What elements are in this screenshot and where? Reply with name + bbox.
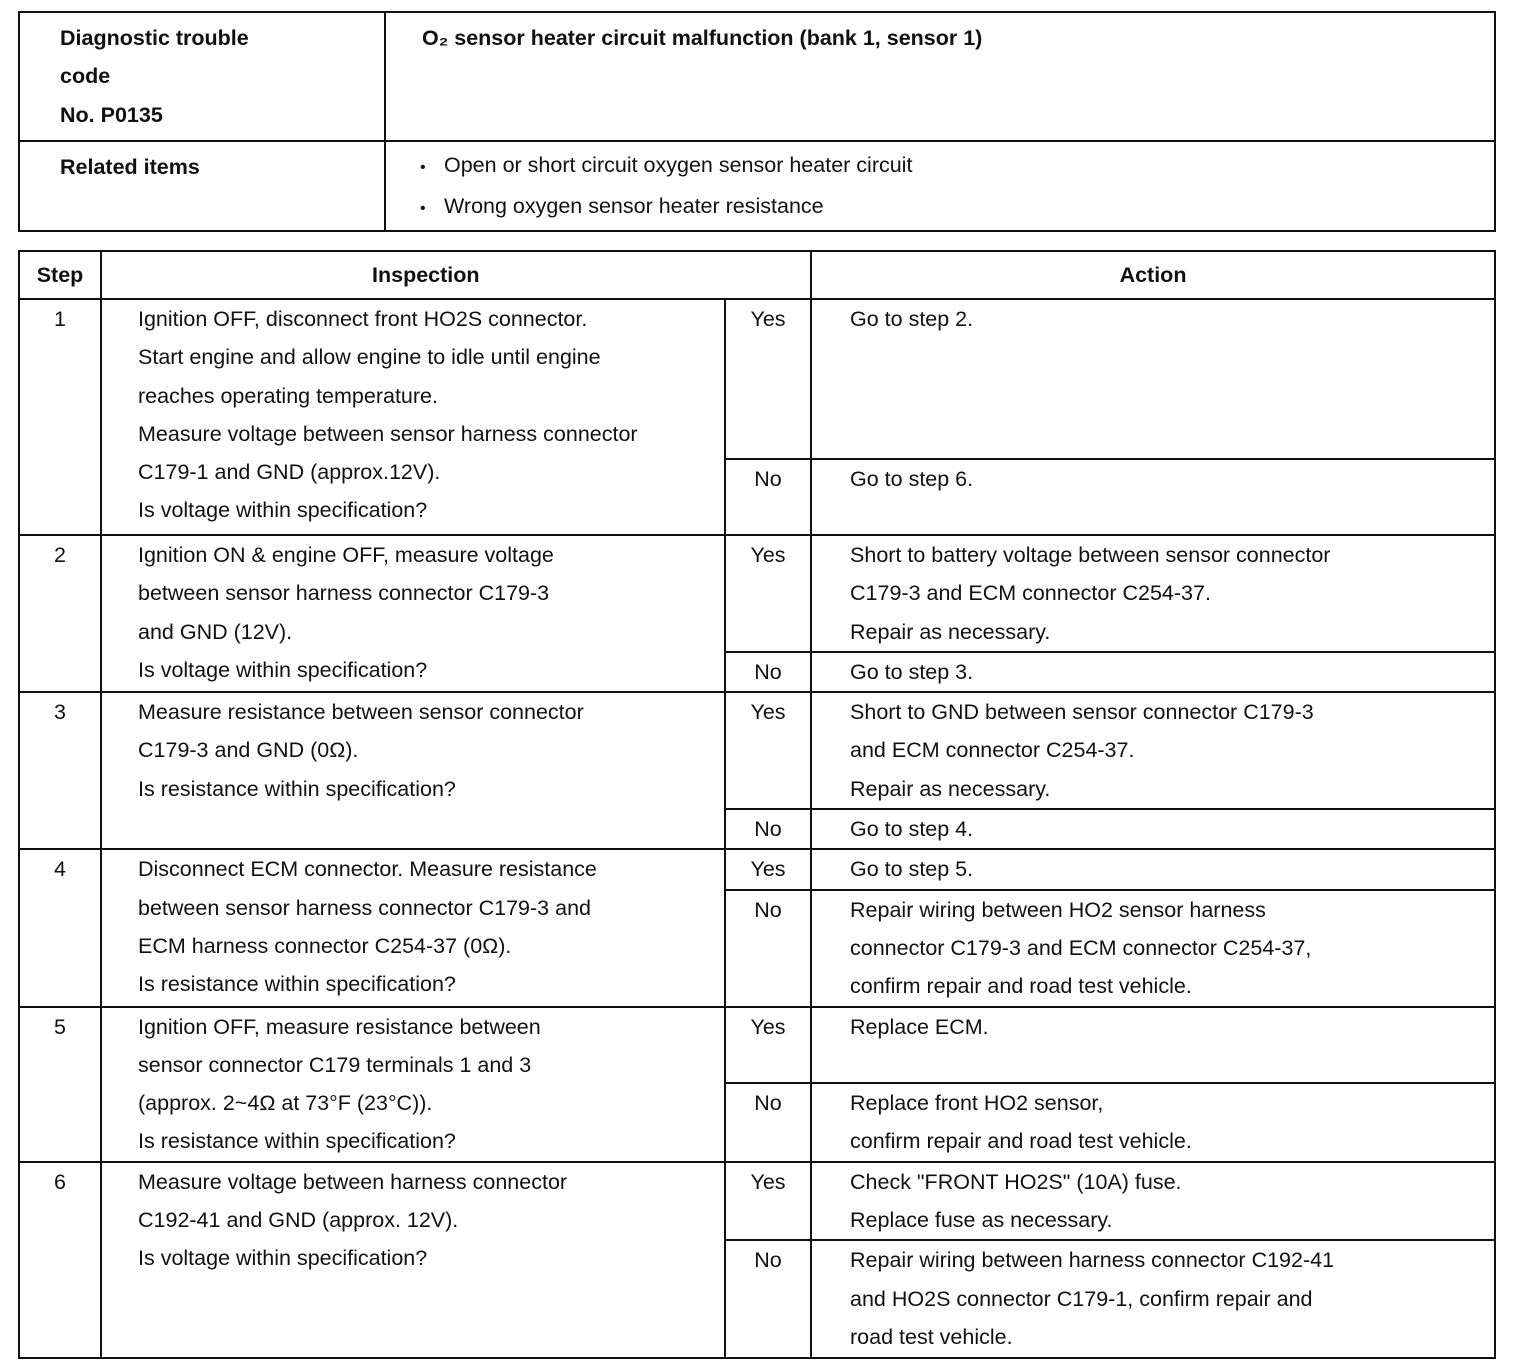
yes-label: Yes [725, 299, 811, 459]
action-line: Replace ECM. [850, 1014, 989, 1039]
no-action [811, 809, 1495, 849]
no-label: No [725, 1240, 811, 1358]
inspection-line: C179-3 and GND (0Ω). [138, 738, 359, 763]
dtc-label-cell [19, 12, 385, 141]
step-inspection [101, 535, 725, 692]
step-inspection [101, 1007, 725, 1162]
action-line: Go to step 6. [850, 467, 974, 491]
dtc-code: No. P0135 [60, 102, 163, 127]
action-line: confirm repair and road test vehicle. [850, 974, 1192, 999]
dtc-label-line: code [60, 64, 111, 89]
no-label: No [725, 1083, 811, 1162]
inspection-line: Is voltage within specification? [138, 1246, 428, 1271]
action-line: Short to GND between sensor connector C179-3 [850, 700, 1314, 725]
yes-action [811, 692, 1495, 809]
step-number: 2 [19, 535, 101, 692]
yes-action [811, 535, 1495, 652]
dtc-header-table [18, 11, 1496, 232]
inspection-line: Measure resistance between sensor connector [138, 700, 584, 725]
dtc-label-line: Diagnostic trouble [60, 26, 249, 50]
yes-action [811, 849, 1495, 889]
related-items-label: Related items [19, 141, 385, 231]
inspection-line: Start engine and allow engine to idle until engine [138, 345, 601, 370]
inspection-line: between sensor harness connector C179-3 [138, 581, 550, 606]
inspection-line: Disconnect ECM connector. Measure resistance [138, 857, 597, 882]
inspection-line: between sensor harness connector C179-3 and [138, 895, 591, 920]
action-line: C179-3 and ECM connector C254-37. [850, 581, 1211, 606]
yes-label: Yes [725, 849, 811, 889]
yes-label: Yes [725, 535, 811, 652]
action-line: Short to battery voltage between sensor connector [850, 543, 1331, 567]
step-number: 5 [19, 1007, 101, 1162]
step-inspection [101, 692, 725, 849]
inspection-line: C192-41 and GND (approx. 12V). [138, 1208, 459, 1233]
inspection-line: Ignition ON & engine OFF, measure voltage [138, 543, 554, 567]
step-number: 6 [19, 1162, 101, 1359]
inspection-line: sensor connector C179 terminals 1 and 3 [138, 1052, 532, 1077]
action-line: Check "FRONT HO2S" (10A) fuse. [850, 1169, 1182, 1194]
inspection-line: Ignition OFF, measure resistance between [138, 1014, 541, 1039]
no-action [811, 652, 1495, 692]
no-action [811, 459, 1495, 535]
action-line: Replace fuse as necessary. [850, 1208, 1113, 1233]
step-inspection [101, 849, 725, 1006]
action-line: Go to step 4. [850, 817, 974, 842]
inspection-line: Is voltage within specification? [138, 657, 428, 682]
step-column-header: Step [19, 251, 101, 299]
action-column-header: Action [811, 251, 1495, 299]
no-label: No [725, 809, 811, 849]
inspection-column-header: Inspection [101, 251, 811, 299]
inspection-line: Is resistance within specification? [138, 972, 456, 997]
inspection-line: and GND (12V). [138, 619, 293, 644]
no-label: No [725, 890, 811, 1007]
inspection-line: Is resistance within specification? [138, 776, 456, 801]
yes-label: Yes [725, 1162, 811, 1241]
action-line: Repair as necessary. [850, 776, 1051, 801]
inspection-line: Is voltage within specification? [138, 498, 428, 523]
action-line: connector C179-3 and ECM connector C254-37, [850, 935, 1312, 960]
inspection-steps-table [18, 250, 1496, 1359]
action-line: Repair as necessary. [850, 619, 1051, 644]
inspection-line: Measure voltage between harness connector [138, 1169, 568, 1194]
action-line: Go to step 3. [850, 659, 974, 684]
dtc-title: O₂ sensor heater circuit malfunction (bank 1, sensor 1) [385, 12, 1495, 141]
action-line: and ECM connector C254-37. [850, 738, 1135, 763]
inspection-line: (approx. 2~4Ω at 73°F (23°C)). [138, 1091, 433, 1116]
no-action [811, 1240, 1495, 1358]
action-line: and HO2S connector C179-1, confirm repair and [850, 1286, 1313, 1311]
step-number: 1 [19, 299, 101, 535]
yes-action [811, 1007, 1495, 1083]
yes-label: Yes [725, 1007, 811, 1083]
inspection-line: C179-1 and GND (approx.12V). [138, 460, 441, 485]
no-label: No [725, 652, 811, 692]
inspection-line: ECM harness connector C254-37 (0Ω). [138, 933, 512, 958]
action-line: Go to step 2. [850, 307, 974, 331]
inspection-line: Is resistance within specification? [138, 1129, 456, 1154]
step-inspection [101, 1162, 725, 1359]
step-inspection [101, 299, 725, 535]
related-items-list [385, 141, 1495, 231]
step-number: 3 [19, 692, 101, 849]
action-line: Repair wiring between harness connector C192-41 [850, 1248, 1335, 1273]
inspection-line: Measure voltage between sensor harness connector [138, 421, 638, 446]
yes-label: Yes [725, 692, 811, 809]
related-item: • Wrong oxygen sensor heater resistance [420, 187, 1494, 228]
action-line: Go to step 5. [850, 857, 974, 882]
no-action [811, 1083, 1495, 1162]
action-line: road test vehicle. [850, 1324, 1013, 1349]
action-line: confirm repair and road test vehicle. [850, 1129, 1192, 1154]
step-number: 4 [19, 849, 101, 1006]
inspection-line: Ignition OFF, disconnect front HO2S connector. [138, 307, 588, 331]
yes-action [811, 299, 1495, 459]
action-line: Replace front HO2 sensor, [850, 1090, 1104, 1115]
no-label: No [725, 459, 811, 535]
action-line: Repair wiring between HO2 sensor harness [850, 897, 1266, 922]
related-item: • Open or short circuit oxygen sensor heater circuit [420, 146, 1494, 187]
no-action [811, 890, 1495, 1007]
inspection-line: reaches operating temperature. [138, 383, 438, 408]
yes-action [811, 1162, 1495, 1241]
